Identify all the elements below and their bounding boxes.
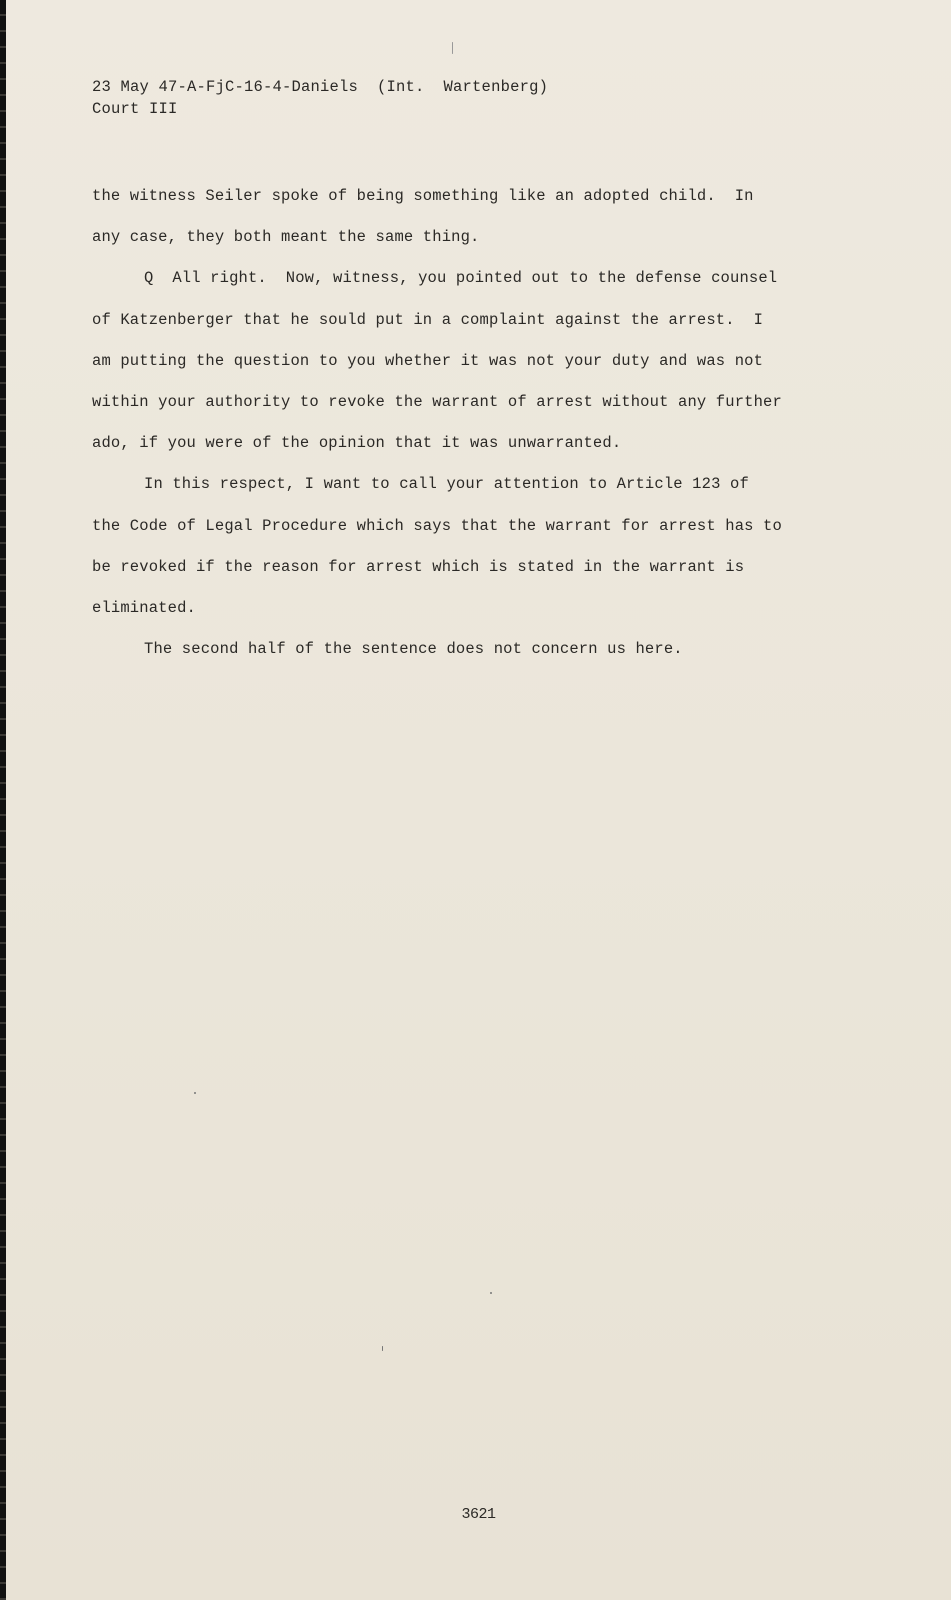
body-line: am putting the question to you whether it was not your duty and was not: [92, 351, 764, 370]
header-line-date-case: 23 May 47-A-FjC-16-4-Daniels (Int. Wartenberg): [92, 78, 549, 96]
body-line: The second half of the sentence does not concern us here.: [144, 640, 683, 659]
body-line: be revoked if the reason for arrest which is stated in the warrant is: [92, 557, 745, 576]
paper-speck: [452, 42, 453, 54]
body-line: Q All right. Now, witness, you pointed out to the defense counsel: [144, 269, 778, 288]
page-number: 3621: [461, 1506, 496, 1523]
paper-speck: [490, 1292, 492, 1294]
body-line: within your authority to revoke the warrant of arrest without any further: [92, 393, 782, 412]
body-line: eliminated.: [92, 599, 196, 618]
document-page: [6, 0, 951, 1600]
body-line: ado, if you were of the opinion that it was unwarranted.: [92, 434, 622, 453]
transcript-header: [92, 76, 548, 120]
paper-speck: [194, 1092, 196, 1094]
header-line-court: Court III: [92, 100, 178, 118]
body-line: any case, they both meant the same thing.: [92, 228, 480, 247]
body-line: the witness Seiler spoke of being something like an adopted child. In: [92, 187, 754, 205]
body-line: the Code of Legal Procedure which says that the warrant for arrest has to: [92, 516, 782, 535]
body-line: In this respect, I want to call your attention to Article 123 of: [144, 475, 749, 494]
paper-speck: [382, 1346, 383, 1351]
body-line: of Katzenberger that he sould put in a complaint against the arrest. I: [92, 310, 764, 329]
transcript-body: [92, 176, 852, 670]
